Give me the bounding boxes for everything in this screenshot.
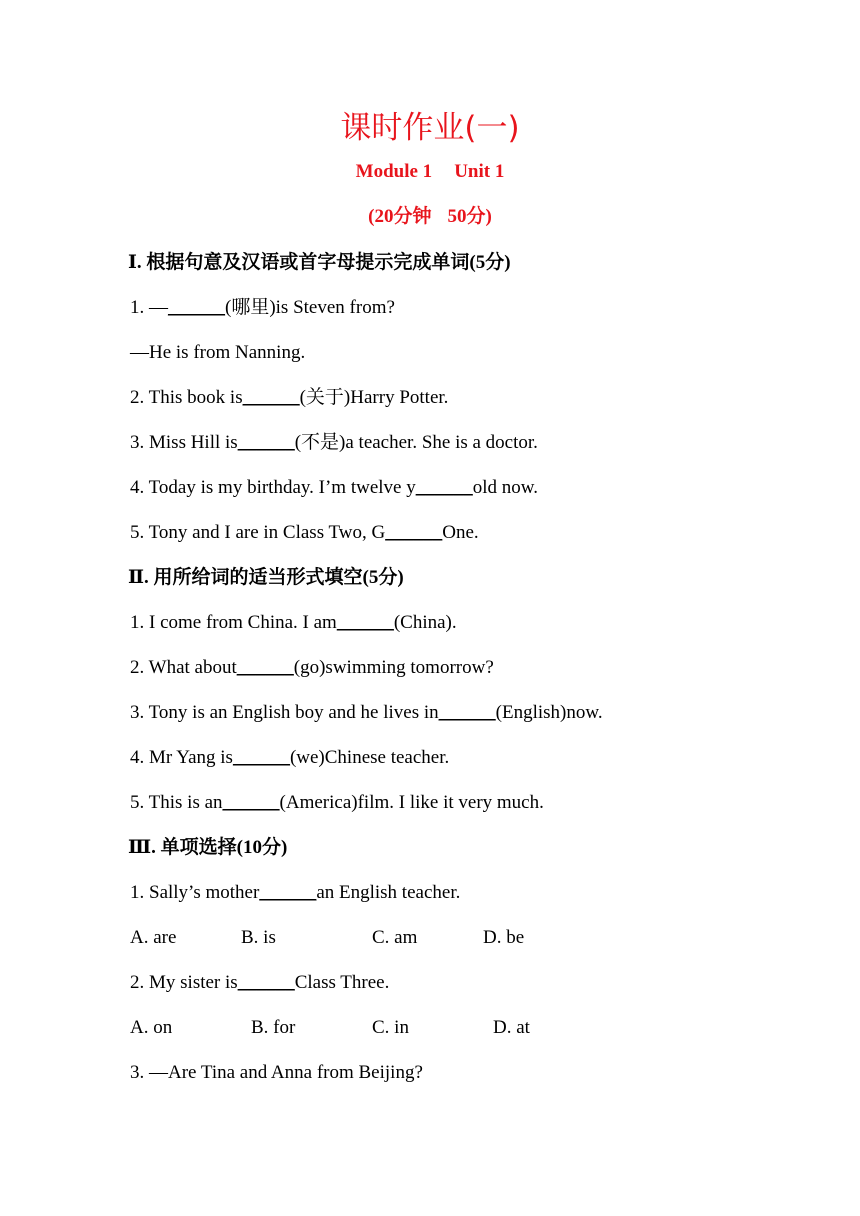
section-2-heading: Ⅱ. 用所给词的适当形式填空(5分) bbox=[128, 567, 404, 588]
s2-q2-text-2: (go)swimming tomorrow? bbox=[293, 657, 494, 678]
answer-blank[interactable]: ______ bbox=[222, 792, 280, 813]
s3-q1-option-a[interactable]: A. are bbox=[130, 927, 177, 948]
s1-q2-text-2: (关于)Harry Potter. bbox=[299, 387, 449, 408]
s2-q3-text-2: (English)now. bbox=[495, 702, 603, 723]
s3-question-1 bbox=[130, 881, 460, 905]
s3-q2-option-b[interactable]: B. for bbox=[251, 1017, 296, 1038]
s3-question-3: 3. —Are Tina and Anna from Beijing? bbox=[130, 1062, 423, 1083]
module-unit-line bbox=[0, 160, 860, 184]
s3-q1-text-2: an English teacher. bbox=[316, 882, 461, 903]
s1-q1-text-2: (哪里)is Steven from? bbox=[225, 297, 395, 318]
s1-question-1 bbox=[130, 296, 395, 320]
answer-blank[interactable]: ______ bbox=[259, 882, 317, 903]
s2-question-4 bbox=[130, 746, 449, 770]
s3-q2-option-c[interactable]: C. in bbox=[372, 1017, 409, 1038]
s1-question-4 bbox=[130, 476, 538, 500]
s2-q2-text: 2. What about bbox=[130, 657, 237, 678]
s3-q2-option-d[interactable]: D. at bbox=[493, 1017, 530, 1038]
answer-blank[interactable]: ______ bbox=[237, 972, 295, 993]
s2-question-1 bbox=[130, 611, 457, 635]
s2-q5-text-2: (America)film. I like it very much. bbox=[279, 792, 544, 813]
s2-q4-text: 4. Mr Yang is bbox=[130, 747, 233, 768]
time-label: (20分钟 bbox=[368, 206, 432, 227]
s2-q4-text-2: (we)Chinese teacher. bbox=[289, 747, 450, 768]
time-score-line bbox=[0, 205, 860, 229]
answer-blank[interactable]: ______ bbox=[237, 432, 295, 453]
s1-q1-text: 1. — bbox=[130, 297, 168, 318]
answer-blank[interactable]: ______ bbox=[242, 387, 300, 408]
answer-blank[interactable]: ______ bbox=[438, 702, 496, 723]
answer-blank[interactable]: ______ bbox=[415, 477, 473, 498]
s1-q5-text-2: One. bbox=[442, 522, 479, 543]
module-label: Module 1 bbox=[355, 161, 433, 182]
s3-q2-text-2: Class Three. bbox=[294, 972, 390, 993]
s1-question-2 bbox=[130, 386, 448, 410]
s2-q1-text: 1. I come from China. I am bbox=[130, 612, 337, 633]
s1-q2-text: 2. This book is bbox=[130, 387, 243, 408]
s1-q3-text: 3. Miss Hill is bbox=[130, 432, 238, 453]
s3-q2-option-a[interactable]: A. on bbox=[130, 1017, 173, 1038]
s3-q1-text: 1. Sally’s mother bbox=[130, 882, 260, 903]
answer-blank[interactable]: ______ bbox=[236, 657, 294, 678]
unit-label: Unit 1 bbox=[454, 161, 505, 182]
s3-q2-text: 2. My sister is bbox=[130, 972, 238, 993]
s1-question-5 bbox=[130, 521, 479, 545]
section-1-heading: Ⅰ. 根据句意及汉语或首字母提示完成单词(5分) bbox=[128, 252, 511, 273]
s2-q5-text: 5. This is an bbox=[130, 792, 223, 813]
s1-q4-text-2: old now. bbox=[472, 477, 539, 498]
s3-question-2 bbox=[130, 971, 389, 995]
section-3-heading: Ⅲ. 单项选择(10分) bbox=[128, 837, 288, 858]
s2-question-2 bbox=[130, 656, 494, 680]
s3-q1-option-d[interactable]: D. be bbox=[483, 927, 525, 948]
score-label: 50分) bbox=[447, 206, 492, 227]
s3-q1-option-c[interactable]: C. am bbox=[372, 927, 418, 948]
s1-question-3 bbox=[130, 431, 538, 455]
s3-q1-option-b[interactable]: B. is bbox=[241, 927, 276, 948]
s1-q4-text: 4. Today is my birthday. I’m twelve y bbox=[130, 477, 416, 498]
answer-blank[interactable]: ______ bbox=[385, 522, 443, 543]
s2-q3-text: 3. Tony is an English boy and he lives in bbox=[130, 702, 439, 723]
s2-question-5 bbox=[130, 791, 544, 815]
answer-blank[interactable]: ______ bbox=[168, 297, 225, 318]
s2-question-3 bbox=[130, 701, 603, 725]
s1-q5-text: 5. Tony and I are in Class Two, G bbox=[130, 522, 386, 543]
s1-question-1-reply: —He is from Nanning. bbox=[130, 342, 306, 363]
answer-blank[interactable]: ______ bbox=[336, 612, 394, 633]
s1-q3-text-2: (不是)a teacher. She is a doctor. bbox=[294, 432, 538, 453]
s2-q1-text-2: (China). bbox=[393, 612, 457, 633]
answer-blank[interactable]: ______ bbox=[232, 747, 290, 768]
page-title: 课时作业(一) bbox=[340, 110, 520, 146]
